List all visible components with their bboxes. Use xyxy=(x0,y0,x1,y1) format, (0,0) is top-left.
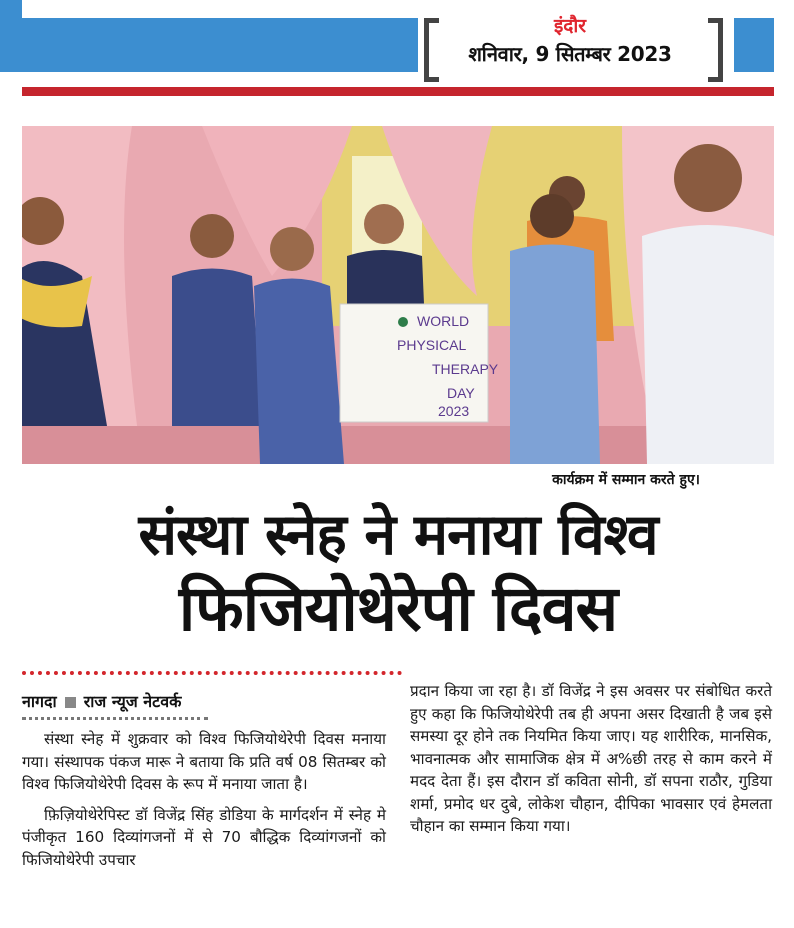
byline-agency: राज न्यूज नेटवर्क xyxy=(83,692,182,711)
byline-square-icon xyxy=(65,697,76,708)
headline-line-2: फिजियोथेरेपी दिवस xyxy=(178,572,618,645)
article-left-column xyxy=(22,728,386,871)
headline-line-1: संस्था स्नेह ने मनाया विश्व xyxy=(138,502,658,568)
byline-place: नागदा xyxy=(22,692,57,711)
photo-caption: कार्यक्रम में सम्मान करते हुए। xyxy=(552,472,700,488)
article-paragraph-3: प्रदान किया जा रहा है। डॉ विजेंद्र ने इस अवसर पर संबोधित करते हुए कहा कि फिजियोथेरेपी तब ही अपना असर दिखाती है जब इसे समस्या दूर होने तक नियमित किया जाए। यह शारीरिक, मानसिक, भावनात्मक और सामाजिक क्षेत्र में अ%छी तरह से काम करने में मदद देता हैं। इस दौरान डॉ कविता सोनी, डॉ सपना राठौर, गुडिया शर्मा, प्रमोद धर दुबे, लोकेश चौहान, दीपिका भावसार एवं हेमलता चौहान का सम्मान किया गया। xyxy=(410,682,772,835)
article-right-column xyxy=(410,680,772,838)
masthead-corner-block xyxy=(0,0,22,18)
headline xyxy=(22,498,774,646)
banner-line-5: 2023 xyxy=(438,403,470,419)
date-bracket-left xyxy=(424,18,439,82)
article-paragraph-2: फ़िज़ियोथेरेपिस्ट डॉ विजेंद्र सिंह डोडिया के मार्गदर्शन में स्नेह मे पंजीकृत 160 दिव्यांगजनों में से 70 बौद्धिक दिव्यांगजनों को फिजियोथेरेपी उपचार xyxy=(22,805,386,869)
banner-line-1: WORLD xyxy=(417,313,470,329)
edition-date: शनिवार, 9 सितम्बर 2023 xyxy=(468,42,672,66)
edition-city: इंदौर xyxy=(553,15,587,37)
date-bracket-right xyxy=(708,18,723,82)
byline-dotted-rule xyxy=(22,671,402,675)
banner-line-4: DAY xyxy=(447,385,475,401)
masthead-red-rule xyxy=(22,87,774,96)
banner-line-2: PHYSICAL xyxy=(397,337,467,353)
masthead-blue-band xyxy=(0,18,418,72)
byline-underline xyxy=(22,717,208,720)
event-photo xyxy=(22,126,774,464)
masthead-blue-band-right xyxy=(734,18,774,72)
banner-line-3: THERAPY xyxy=(432,361,499,377)
byline xyxy=(22,690,181,712)
article-paragraph-1: संस्था स्नेह में शुक्रवार को विश्व फिजियोथेरेपी दिवस मनाया गया। संस्थापक पंकज मारू ने बताया कि प्रति वर्ष 08 सितम्बर को विश्व फिजियोथेरेपी दिवस के रूप में मनाया जाता है। xyxy=(22,730,386,793)
